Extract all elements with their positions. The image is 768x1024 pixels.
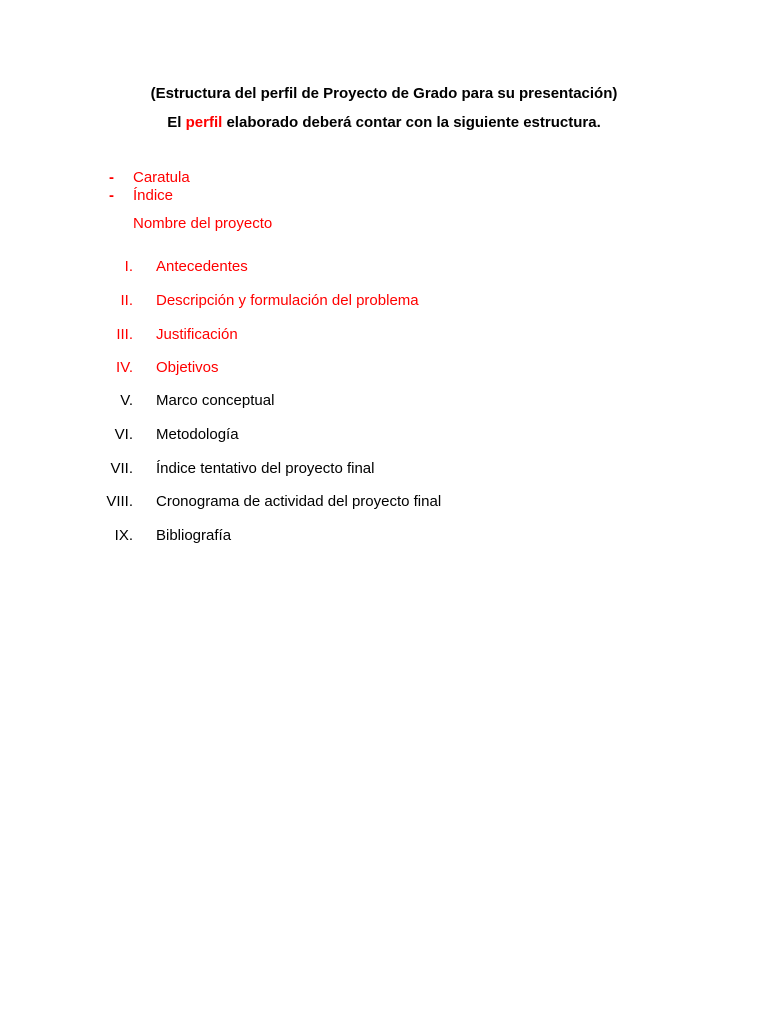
- section-text: Bibliografía: [156, 527, 232, 544]
- subtitle-suffix: elaborado deberá contar con la siguiente estructura.: [222, 114, 601, 131]
- bullet-label: Índice: [133, 187, 174, 204]
- document-subtitle: [0, 114, 768, 132]
- section-item: [0, 392, 768, 410]
- section-numeral: IV.: [116, 359, 133, 376]
- section-item: [0, 493, 768, 511]
- section-text: Justificación: [156, 326, 238, 343]
- section-text: Cronograma de actividad del proyecto final: [156, 493, 442, 510]
- bullet-dash: -: [109, 187, 114, 204]
- section-text: Antecedentes: [156, 258, 248, 275]
- section-numeral: III.: [116, 326, 133, 343]
- section-item: [0, 460, 768, 478]
- section-item: [0, 258, 768, 276]
- section-text: Objetivos: [156, 359, 219, 376]
- section-text: Marco conceptual: [156, 392, 275, 409]
- project-name-label: Nombre del proyecto: [133, 215, 273, 232]
- subtitle-prefix: El: [167, 114, 186, 131]
- section-text: Índice tentativo del proyecto final: [156, 460, 375, 477]
- section-numeral: VIII.: [106, 493, 133, 510]
- subtitle-highlight: perfil: [185, 114, 223, 131]
- bullet-label: Caratula: [133, 169, 190, 186]
- bullet-dash: -: [109, 169, 114, 186]
- section-item: [0, 527, 768, 545]
- section-numeral: II.: [120, 292, 133, 309]
- section-numeral: I.: [124, 258, 133, 275]
- section-numeral: VII.: [110, 460, 133, 477]
- section-text: Descripción y formulación del problema: [156, 292, 419, 309]
- section-numeral: V.: [120, 392, 133, 409]
- section-item: [0, 326, 768, 344]
- section-numeral: VI.: [114, 426, 133, 443]
- section-text: Metodología: [156, 426, 239, 443]
- section-item: [0, 292, 768, 310]
- section-item: [0, 426, 768, 444]
- section-item: [0, 359, 768, 377]
- section-numeral: IX.: [114, 527, 133, 544]
- document-title: (Estructura del perfil de Proyecto de Grado para su presentación): [150, 85, 618, 102]
